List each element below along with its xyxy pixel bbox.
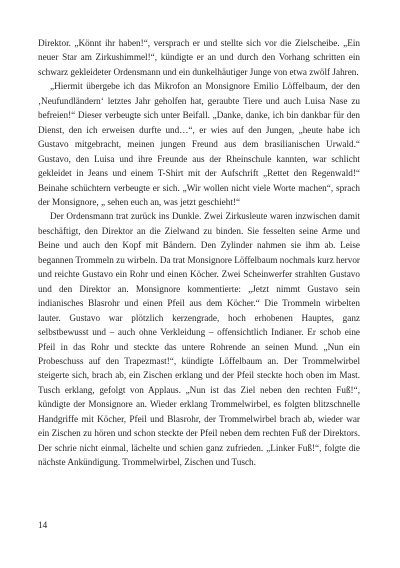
paragraph-1: Direktor. „Könnt ihr haben!“, versprach er und stellte sich vor die Zielscheibe. „Ein neuer Star am Zirkushimmel!“, kündigte er an und durch den Vorhang schritten ein schwarz gekleideter Ordensmann und ein dunkelhäutiger Junge von etwa zwölf Jahren. <box>38 38 360 77</box>
paragraph-3: Der Ordensmann trat zurück ins Dunkle. Zwei Zirkusleute waren inzwischen damit beschäftigt, den Direktor an die Zielwand zu binden. Sie fesselten seine Arme und Beine und auch den Kopf mit Bändern. Den Zylinder nahmen sie ihm ab. Leise begannen Trommeln zu wirbeln. Da trat Monsignore Löffelbaum nochmals kurz hervor und reichte Gustavo ein Rohr und einen Köcher. Zwei Scheinwerfer strahlten Gustavo und den Direktor an. Monsignore kommentierte: „Jetzt nimmt Gustavo sein indianisches Blasrohr und einen Pfeil aus dem Köcher.“ Die Trommeln wirbelten lauter. Gustavo war plötzlich kerzengrade, hoch erhobenen Hauptes, ganz selbstbewusst und – auch ohne Verkleidung – offensichtlich Indianer. Er schob eine Pfeil in das Rohr und steckte das untere Rohrende an seinen Mund. „Nun ein Probeschuss auf den Trapezmast!“, kündigte Löffelbaum an. Der Trommelwirbel steigerte sich, brach ab, ein Zischen erklang und der Pfeil steckte hoch oben im Mast. Tusch erklang, gefolgt von Applaus. „Nun ist das Ziel neben den rechten Fuß!“, kündigte der Monsignore an. Wieder erklang Trommelwirbel, es folgten blitzschnelle Handgriffe mit Köcher, Pfeil und Blasrohr, der Trommelwirbel brach ab, wieder war ein Zischen zu hören und schon steckte der Pfeil neben dem rechten Fuß der Direktors. Der schrie nicht einmal, lächelte und schien ganz zufrieden. „Linker Fuß!“, folgte die nächste Ankündigung. Trommelwirbel, Zischen und Tusch. <box>38 211 360 468</box>
body-text <box>38 36 360 470</box>
paragraph-2: „Hiermit übergebe ich das Mikrofon an Monsignore Emilio Löffelbaum, der den ‚Neufundländern‘ letztes Jahr geholfen hat, geraubte Tiere und auch Luisa Nase zu befreien!“ Dieser verbeugte sich unter Beifall. „Danke, danke, ich bin dankbar für den Dienst, den ich erweisen durfte und…“, er wies auf den Jungen, „heute habe ich Gustavo mitgebracht, meinen jungen Freund aus dem brasilianischen Urwald.“ Gustavo, den Luisa und ihre Freunde aus der Rheinschule kannten, war schlicht gekleidet in Jeans und einem T-Shirt mit der Aufschrift „Rettet den Regenwald!“ Beinahe schüchtern verbeugte er sich. „Wir wollen nicht viele Worte machen“, sprach der Monsignore, „ sehen euch an, was jetzt geschieht!“ <box>38 81 360 207</box>
page-number: 14 <box>38 520 48 530</box>
